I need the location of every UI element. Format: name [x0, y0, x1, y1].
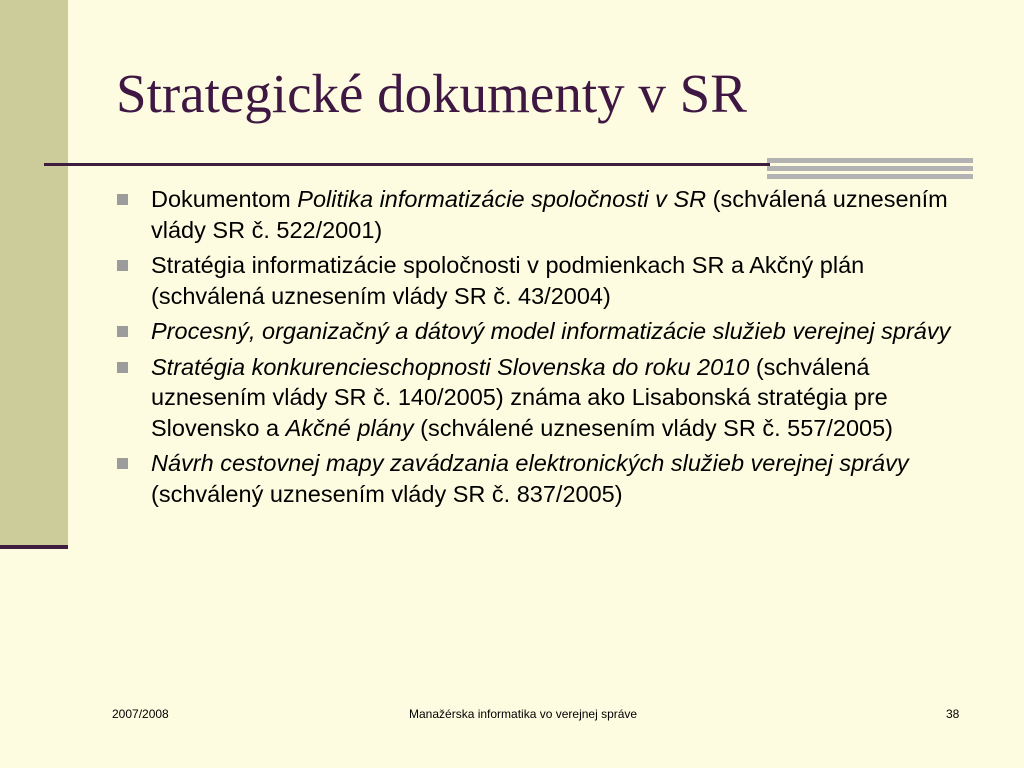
bullet-text-italic: Návrh cestovnej mapy zavádzania elektronických služieb verejnej správy: [151, 450, 909, 476]
bullet-text-italic: Procesný, organizačný a dátový model informatizácie služieb verejnej správy: [151, 318, 951, 344]
bullet-text: (schválená uznesením vlády SR č. 522/2001): [151, 186, 948, 243]
bullet-item: [114, 184, 954, 245]
accent-bar: [767, 158, 973, 163]
left-band-rule: [0, 545, 68, 549]
bullet-text-italic: Stratégia konkurencieschopnosti Slovenska do roku 2010: [151, 353, 750, 380]
square-bullet-icon: [117, 458, 128, 469]
accent-bar: [767, 174, 973, 179]
footer-date: 2007/2008: [112, 707, 169, 721]
bullet-item: [114, 448, 954, 509]
bullet-text: (schválené uznesením vlády SR č. 557/2005): [413, 414, 893, 441]
bullet-text: (schválená uznesením vlády SR č. 140/2005) známa ako Lisabonská stratégia pre Slovensko a: [151, 353, 888, 441]
bullet-text-italic: Politika informatizácie spoločnosti v SR: [297, 186, 707, 212]
title-underline-rule: [44, 163, 770, 166]
bullet-text: Stratégia informatizácie spoločnosti v podmienkach SR a Akčný plán (schválená uznesením vlády SR č. 43/2004): [151, 252, 865, 309]
bullet-item: [114, 316, 954, 347]
bullet-text-italic: Akčné plány: [285, 414, 414, 441]
left-decorative-band: [0, 0, 68, 545]
accent-bar: [767, 166, 973, 171]
bullet-item: [114, 250, 954, 311]
bullet-list: [114, 184, 954, 514]
bullet-item: [114, 352, 954, 444]
slide-title: Strategické dokumenty v SR: [116, 63, 747, 124]
square-bullet-icon: [117, 362, 128, 373]
square-bullet-icon: [117, 326, 128, 337]
accent-bars: [767, 158, 973, 180]
bullet-text: Dokumentom: [151, 186, 298, 212]
slide-number: 38: [946, 707, 960, 721]
square-bullet-icon: [117, 260, 128, 271]
bullet-text: (schválený uznesením vlády SR č. 837/2005): [151, 480, 623, 507]
square-bullet-icon: [117, 194, 128, 205]
footer-course-title: Manažérska informatika vo verejnej správe: [409, 707, 638, 721]
